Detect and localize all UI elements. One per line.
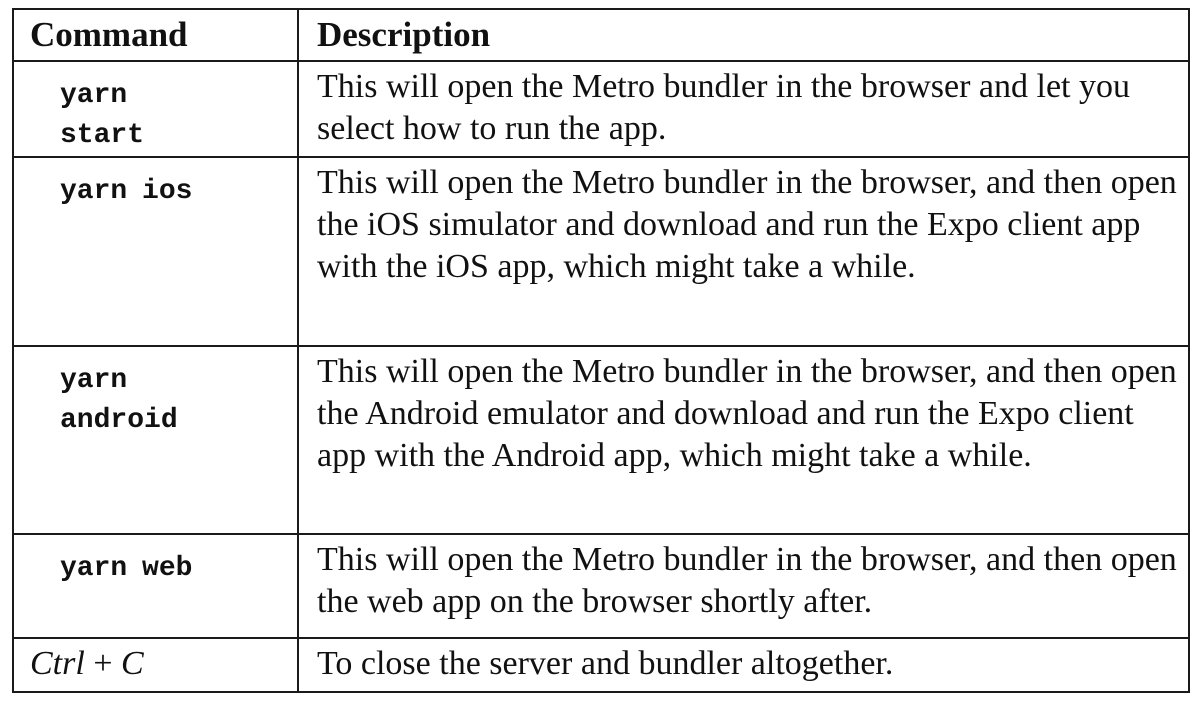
command-text: android [60, 405, 178, 436]
commands-table [12, 8, 1190, 693]
description-cell: This will open the Metro bundler in the browser, and then open the Android emulator and download and run the Expo client app with the Android app, which might take a while. [298, 346, 1189, 534]
command-cell [13, 157, 298, 346]
description-cell: To close the server and bundler altogether. [298, 638, 1189, 692]
table-row [13, 157, 1189, 346]
command-text: start [60, 120, 145, 151]
command-text: yarn web [60, 553, 193, 584]
table-row [13, 638, 1189, 692]
shortcut-key-c: C [121, 645, 144, 682]
header-description: Description [298, 9, 1189, 61]
command-cell [13, 534, 298, 638]
command-cell [13, 346, 298, 534]
table-row [13, 534, 1189, 638]
command-text: yarn [60, 80, 128, 111]
table-row [13, 61, 1189, 157]
shortcut-cell [13, 638, 298, 692]
description-cell: This will open the Metro bundler in the browser and let you select how to run the app. [298, 61, 1189, 157]
command-text: yarn ios [60, 176, 193, 207]
command-cell [13, 61, 298, 157]
table-row [13, 346, 1189, 534]
command-text: yarn [60, 365, 128, 396]
description-cell: This will open the Metro bundler in the browser, and then open the web app on the browser shortly after. [298, 534, 1189, 638]
header-command: Command [13, 9, 298, 61]
header-row [13, 9, 1189, 61]
description-cell: This will open the Metro bundler in the browser, and then open the iOS simulator and download and run the Expo client app with the iOS app, which might take a while. [298, 157, 1189, 346]
shortcut-plus: + [93, 645, 113, 682]
shortcut-key-ctrl: Ctrl [30, 645, 85, 682]
